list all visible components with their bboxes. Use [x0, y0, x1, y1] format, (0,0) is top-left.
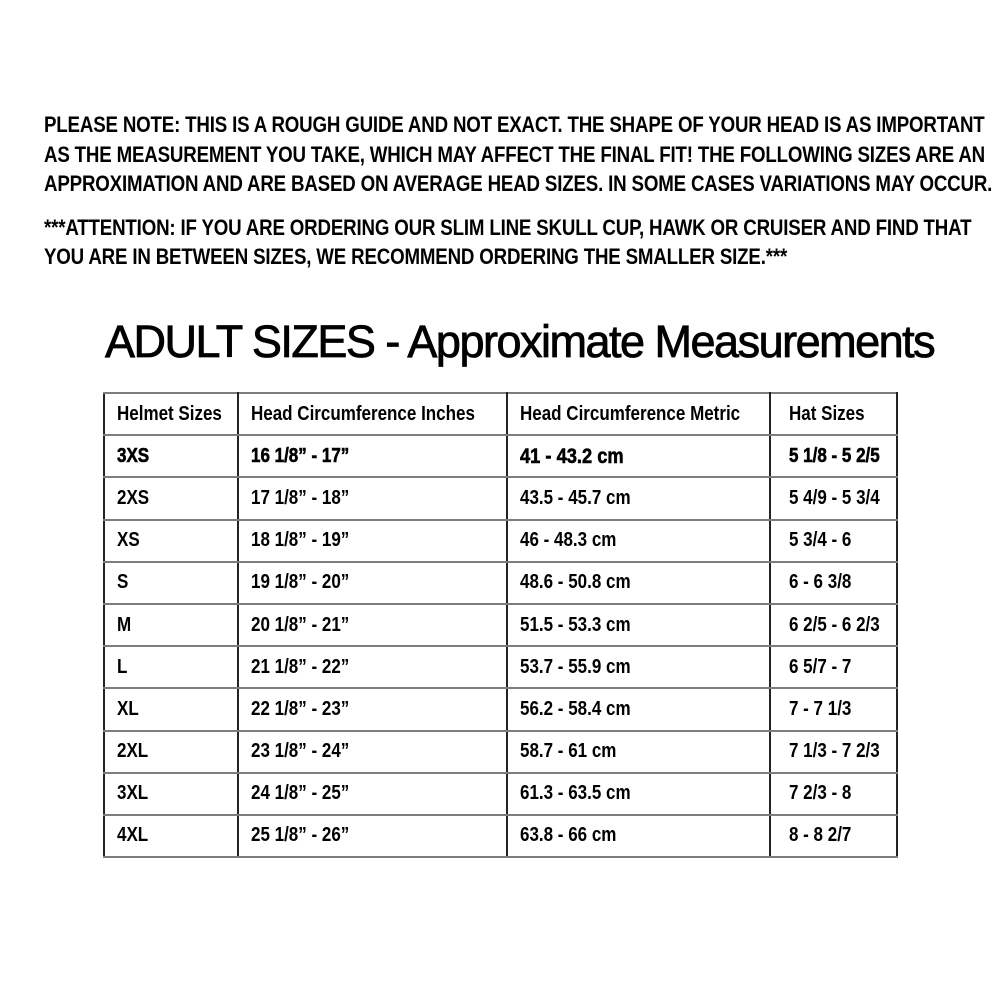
cell-text: 7 - 7 1/3 [789, 697, 852, 720]
table-row-2xl [104, 731, 897, 773]
cell-text: 22 1/8” - 23” [251, 697, 350, 720]
header-circumference-metric [507, 393, 770, 435]
hat-size-cell [770, 604, 897, 646]
cell-text: 58.7 - 61 cm [520, 740, 617, 763]
notice-line-3-text: APPROXIMATION AND ARE BASED ON AVERAGE HEAD SIZES. IN SOME CASES VARIATIONS MAY OCCUR. [44, 171, 993, 196]
attention-line-1 [44, 213, 1000, 243]
cell-text: 48.6 - 50.8 cm [520, 571, 631, 594]
cell-text: 5 1/8 - 5 2/5 [789, 444, 880, 467]
cell-text: XS [117, 529, 140, 552]
helmet-size-cell [104, 520, 238, 562]
cell-text: 53.7 - 55.9 cm [520, 655, 631, 678]
cell-text: 19 1/8” - 20” [251, 571, 350, 594]
cell-text: 5 3/4 - 6 [789, 529, 852, 552]
cell-text: M [117, 613, 132, 636]
attention-paragraph [44, 213, 1000, 272]
cell-text: 4XL [117, 824, 149, 847]
header-hat-sizes [770, 393, 897, 435]
helmet-size-cell [104, 646, 238, 688]
cell-text: 3XS [117, 444, 150, 467]
cell-text: 7 1/3 - 7 2/3 [789, 740, 880, 763]
metric-cell [507, 562, 770, 604]
notice-section [44, 110, 1000, 286]
inches-cell [238, 477, 507, 519]
helmet-size-cell [104, 731, 238, 773]
notice-line-1 [44, 110, 1000, 140]
attention-line-2-text: YOU ARE IN BETWEEN SIZES, WE RECOMMEND ORDERING THE SMALLER SIZE.*** [44, 244, 788, 269]
cell-text: 6 - 6 3/8 [789, 571, 852, 594]
cell-text: 18 1/8” - 19” [251, 529, 350, 552]
cell-text: 51.5 - 53.3 cm [520, 613, 631, 636]
inches-cell [238, 646, 507, 688]
helmet-size-cell [104, 688, 238, 730]
table-row-xl [104, 688, 897, 730]
cell-text: 41 - 43.2 cm [520, 443, 624, 468]
metric-cell [507, 773, 770, 815]
cell-text: 16 1/8” - 17” [251, 444, 350, 467]
cell-text: S [117, 571, 129, 594]
helmet-size-cell [104, 435, 238, 477]
metric-cell [507, 731, 770, 773]
helmet-size-cell [104, 604, 238, 646]
table-row-3xs [104, 435, 897, 477]
metric-cell [507, 688, 770, 730]
cell-text: 23 1/8” - 24” [251, 740, 350, 763]
metric-cell [507, 815, 770, 857]
header-row [104, 393, 897, 435]
table-row-m [104, 604, 897, 646]
notice-line-1-text: PLEASE NOTE: THIS IS A ROUGH GUIDE AND NOT EXACT. THE SHAPE OF YOUR HEAD IS AS IMPORTANT [44, 112, 985, 137]
metric-cell [507, 604, 770, 646]
cell-text: 24 1/8” - 25” [251, 782, 350, 805]
cell-text: 20 1/8” - 21” [251, 613, 350, 636]
header-helmet-sizes [104, 393, 238, 435]
table-row-l [104, 646, 897, 688]
helmet-size-cell [104, 477, 238, 519]
helmet-size-cell [104, 562, 238, 604]
cell-text: L [117, 655, 128, 678]
cell-text: 5 4/9 - 5 3/4 [789, 486, 880, 509]
metric-cell [507, 435, 770, 477]
cell-text: 56.2 - 58.4 cm [520, 697, 631, 720]
table-row-4xl [104, 815, 897, 857]
page-title: ADULT SIZES - Approximate Measurements [105, 316, 935, 367]
hat-size-cell [770, 773, 897, 815]
inches-cell [238, 815, 507, 857]
notice-line-3 [44, 169, 1000, 199]
cell-text: 43.5 - 45.7 cm [520, 486, 631, 509]
hat-size-cell [770, 435, 897, 477]
inches-cell [238, 604, 507, 646]
hat-size-cell [770, 646, 897, 688]
attention-line-2 [44, 242, 1000, 272]
inches-cell [238, 562, 507, 604]
header-hat-sizes-text: Hat Sizes [789, 402, 865, 425]
cell-text: XL [117, 697, 139, 720]
hat-size-cell [770, 688, 897, 730]
cell-text: 21 1/8” - 22” [251, 655, 350, 678]
hat-size-cell [770, 815, 897, 857]
hat-size-cell [770, 731, 897, 773]
inches-cell [238, 520, 507, 562]
metric-cell [507, 520, 770, 562]
attention-line-1-text: ***ATTENTION: IF YOU ARE ORDERING OUR SLIM LINE SKULL CUP, HAWK OR CRUISER AND FIND THAT [44, 214, 972, 240]
cell-text: 3XL [117, 782, 149, 805]
inches-cell [238, 773, 507, 815]
header-circumference-metric-text: Head Circumference Metric [520, 402, 741, 425]
hat-size-cell [770, 477, 897, 519]
table-row-3xl [104, 773, 897, 815]
cell-text: 63.8 - 66 cm [520, 824, 617, 847]
inches-cell [238, 435, 507, 477]
table-row-2xs [104, 477, 897, 519]
table-row-s [104, 562, 897, 604]
cell-text: 6 2/5 - 6 2/3 [789, 613, 880, 636]
metric-cell [507, 646, 770, 688]
header-circumference-inches-text: Head Circumference Inches [251, 402, 475, 425]
cell-text: 25 1/8” - 26” [251, 824, 350, 847]
header-circumference-inches [238, 393, 507, 435]
cell-text: 7 2/3 - 8 [789, 782, 852, 805]
cell-text: 61.3 - 63.5 cm [520, 782, 631, 805]
notice-line-2-text: AS THE MEASUREMENT YOU TAKE, WHICH MAY AFFECT THE FINAL FIT! THE FOLLOWING SIZES ARE AN [44, 141, 986, 167]
please-note-paragraph [44, 110, 1000, 199]
hat-size-cell [770, 562, 897, 604]
cell-text: 2XS [117, 486, 150, 509]
header-helmet-sizes-text: Helmet Sizes [117, 402, 222, 425]
cell-text: 6 5/7 - 7 [789, 655, 852, 678]
cell-text: 17 1/8” - 18” [251, 486, 350, 509]
cell-text: 2XL [117, 740, 149, 763]
hat-size-cell [770, 520, 897, 562]
cell-text: 46 - 48.3 cm [520, 529, 617, 552]
metric-cell [507, 477, 770, 519]
cell-text: 8 - 8 2/7 [789, 824, 852, 847]
helmet-size-cell [104, 773, 238, 815]
helmet-size-cell [104, 815, 238, 857]
table-row-xs [104, 520, 897, 562]
inches-cell [238, 688, 507, 730]
inches-cell [238, 731, 507, 773]
notice-line-2 [44, 140, 1000, 170]
size-table [103, 392, 898, 858]
